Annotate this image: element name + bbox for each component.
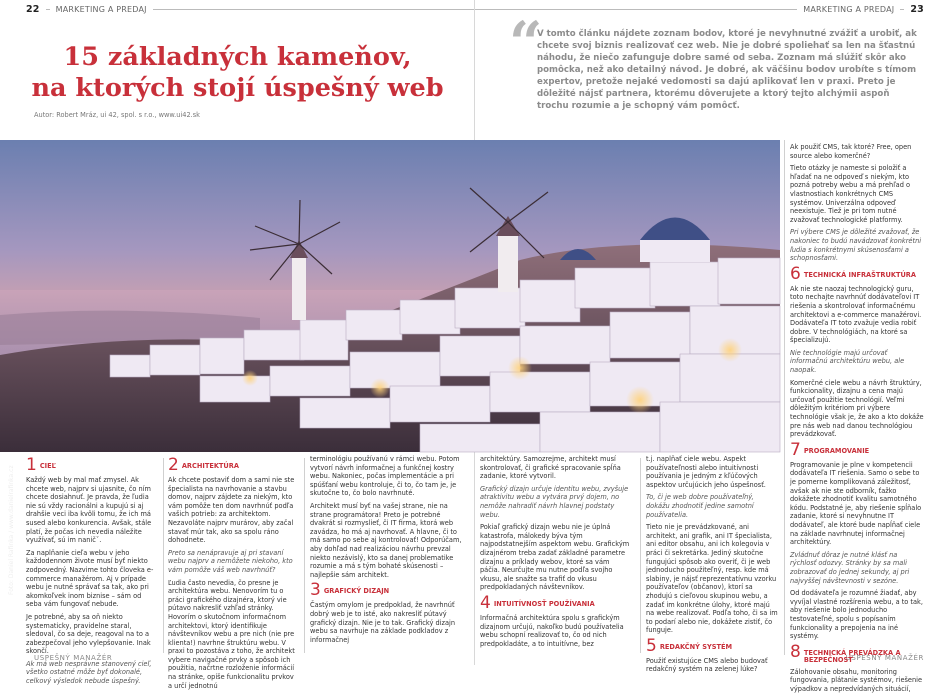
left-page-number: 22	[26, 3, 40, 15]
section-5-heading: 5 REDAKČNÝ SYSTÉM	[646, 635, 733, 656]
title-line-1: 15 základných kameňov,	[63, 42, 412, 72]
title-line-2: na ktorých stojí úspešný web	[31, 73, 444, 103]
left-section-label: MARKETING A PREDAJ	[55, 4, 147, 14]
right-page-number: 23	[910, 3, 924, 15]
right-section-label: MARKETING A PREDAJ	[803, 4, 895, 14]
left-footer: USPEŠNÝ MANAŽÉR	[34, 654, 113, 662]
left-page-header	[26, 0, 475, 18]
section-7-heading: 7 PROGRAMOVANIE	[790, 439, 870, 460]
column-2: 2 ARCHITEKTÚRA Ak chcete postaviť dom a sami nie ste špecialista na navrhovanie a stavbu domov, najprv zájdete za niekým, kto vám pomôže ten dom navrhnúť podľa vašich potrieb: za architektom. Nezavoláte najprv murárov, aby začal stavať múr tak, ako sa spolu ráno dohodnete. Preto sa nenápravuje aj pri stavaní webu najprv a nemôžete niekoho, kto vám pomôže váš web navrhnúť? Ľudia často nevedia, čo presne je architektúra webu. Nenovorím tu o práci grafického dizajnéra, ktorý vie pútavo nakresliť vzhľad stránky. Hovorím o skutočnom informačnom architektovi, ktorý identifikuje návštevníkov webu a pre nich (nie pre klienta!) navrhne štruktúru webu. V praxi to pozostáva z toho, že architekt vybere navigačné prvky a spôsob ich použitia, načrtne rozloženie informácií na stránke, opíše funkcionalitu prvkov a určí jednotnú	[168, 455, 298, 651]
pull-quote: V tomto článku nájdete zoznam bodov, ktoré je nevyhnutné zvážiť a urobiť, ak chcete svoj biznis realizovať cez web. Nie je dobré spoliehať sa len na šťastnú náhodu, že niečo zafunguje dobre samé od seba. Zoznam má slúžiť skôr ako pomôcka, než ako detailný návod. Je dobré, ak väčšinu bodov urobíte s tímom expertov, pretože nejaké vedomosti sa dajú aplikovať len v praxi. Preto je dôležité nájsť partnera, ktorému dôverujete a ktorý tejto alchýmii aspoň trochu rozumie a je schopný vám pomôcť.	[537, 29, 917, 111]
section-8-heading: 8 TECHNICKÁ PREVÁDZKA A BEZPEČNOSŤ	[790, 641, 901, 665]
santorini-illustration	[0, 140, 780, 452]
section-6-heading: 6 TECHNICKÁ INFRAŠTRUKTÚRA	[790, 263, 916, 284]
column-1: 1 CIEĽ Každý web by mal mať zmysel. Ak chcete web, najprv si ujasnite, čo ním chcete dosiahnuť. Je pravda, že ľudia nie sú vždy racionálni a kupujú si aj drahšie veci iba kvôli tomu, že ich má sused alebo konkurencia. Avšak, stále platí, že počas ich nevedia náležite využívať, sú im naničˇ. Za naplňanie cieľa webu v jeho každodennom živote musí byť niekto zodpovedný. Nazvime tohto človeka e-commerce manažérom. Aj v prípade webu je nutné správať sa tak, ako pri akomkoľvek inom biznise – sám od seba vám fungovať nebude. Je potrebné, aby sa oň niekto systematicky, pravidelne staral, sledoval, čo sa deje, reagoval na to a zabezpečoval jeho vylepšovanie. Inak skončí. Ak má web nesprávne stanovený cieľ, všetko ostatné môže byť dokonalé, celkový výsledok nebude úspešný.	[26, 455, 156, 651]
right-footer: USPEŠNÝ MANAŽÉR	[845, 654, 924, 662]
section-3-heading: 3 GRAFICKÝ DIZAJN	[310, 580, 390, 601]
section-2-heading: 2 ARCHITEKTÚRA	[168, 455, 239, 475]
photo-credit: Foto: Daniel Rafinka / www.danielrafinka.cz	[8, 465, 15, 595]
right-page-header	[475, 0, 950, 18]
column-3: terminológiu používanú v rámci webu. Potom vytvorí návrh informačnej a funkčnej kostry webu. Nakoniec, počas implementácie a pri spúšťaní webu kontroluje, či to, čo tam je, je skutočne to, čo bolo navrhnuté. Architekt musí byť na vašej strane, nie na strane programátora! Preto je potrebné dvakrát si rozmyslieť, či IT firma, ktorá web zavádza, ho má aj navrhovať. A hlavne, či to má samo po sebe aj kontrolovať! Odporúčam, aby dohľad nad realizáciou návrhu prevzal niekto nezávislý, kto sa danej problematike rozumie a má s tým bohaté skúsenosti – najlepšie sám architekt. 3 GRAFICKÝ DIZAJN Častým omylom je predpoklad, že navrhnúť dobrý web je to isté, ako nakresliť pútavý grafický dizajn. Nie je to tak. Grafický dizajn webu sa navrhuje na základe podkladov z informačnej	[310, 455, 465, 651]
column-5: t.j. naplňať ciele webu. Aspekt používateľnosti alebo intuitívnosti používania je jedným z kľúčových aspektov určujúcich jeho úspešnosť. To, či je web dobre používateľný, dokážu zhodnotiť jedine samotní používatelia. Tieto nie je prevádzkované, ani architekt, ani grafik, ani IT špecialista, ani editor obsahu, ani ich kolegovia v práci či sekretárka. Jediný skutočne fungujúci spôsob ako overiť, či je web jednoducho použiteľný, resp. kde má slabiny, je nájsť reprezentatívnu vzorku používateľov (občanov), ktorí sa zhodujú s cieľovou skupinou webu, a zadať im konkrétne úlohy, ktoré majú na webe realizovať. Podľa toho, či sa im to podarí alebo nie, dokážete zistiť, čo funguje. 5 REDAKČNÝ SYSTÉM Použiť existujúce CMS alebo budovať redakčný systém na zelenej lúke?	[646, 455, 778, 674]
author-line: Autor: Robert Mráz, ui 42, spol. s r.o., www.ui42.sk	[34, 111, 200, 119]
quote-mark-icon: “	[509, 9, 543, 77]
article-title	[0, 42, 475, 104]
column-6: Ak použiť CMS, tak ktoré? Free, open source alebo komerčné? Tieto otázky je nameste si položiť a hľadať na ne odpoveď s niekým, kto pozná potreby webu a má prehľad o vlastnostiach konkrétnych CMS systémov. Univerzálna odpoveď neexistuje. Tiež je pri tom nutné zvažovať technologické platformy. Pri výbere CMS je dôležité zvažovať, že nakoniec to budú navádzovať konkrétni ľudia s konkrétnymi skúsenosťami a schopnosťami. 6 TECHNICKÁ INFRAŠTRUKTÚRA Ak nie ste naozaj technologický guru, toto nechajte navrhnúť dodávateľovi IT riešenia a skontrolovať informačnému architektovi a e-commerce manažérovi. Dodávateľa IT toto zvažuje vedia robiť dobre. V technológiách, na ktoré sa špecializujú. Nie technológie majú určovať informačnú architektúru webu, ale naopak. Komerčné ciele webu a návrh štruktúry, funkcionality, dizajnu a cena majú určovať použitie technológií. Veľmi dôležitým kritériom pri výbere technológie však je, že ako a kto dokáže pre nás web nad danou technológiou prevádzkovať. 7 PROGRAMOVANIE Programovanie je plne v kompetencii dodávateľa IT riešenia. Samo o sebe to je pomerne komplikovaná záležitosť, avšak ak nie ste odborník, ťažko dokážete zhodnotiť kvalitu samotného kódu. Podstatné je, aby riešenie spĺňalo zadanie, ktoré si nevyhnutne IT dodávateľ, ale ktoré bude napĺňať ciele na základe navrhnutej informačnej architektúry. Zvládnuť dôraz je nutné klásť na rýchlosť odozvy. Stránky by sa mali zobrazovať do jednej sekundy, aj pri najvyššej návštevnosti v sezóne. Od dodávateľa je rozumné žiadať, aby vyvíjal vlastné rozšírenia webu, a to tak, aby riešenie bolo jednoducho testovateľné, spolu s popísaním funkcionality a prepojenia na iné systémy. 8 TECHNICKÁ PREVÁDZKA A BEZPEČNOSŤ Zálohovanie obsahu, monitoring fungovania, plátanie systémov, riešenie výpadkov a nepredvídaných situácií,	[790, 143, 924, 694]
section-1-heading: 1 CIEĽ	[26, 455, 56, 475]
section-4-heading: 4 INTUITÍVNOSŤ POUŽÍVANIA	[480, 592, 595, 613]
column-4: architektúry. Samozrejme, architekt musí skontrolovať, či grafické spracovanie spĺňa zadanie, ktoré vytvoril. Grafický dizajn určuje identitu webu, zvyšuje atraktivitu webu a vytvára prvý dojem, no nemôže nahradiť návrh hlavnej podstaty webu. Pokiaľ grafický dizajn webu nie je úplná katastrofa, málokedy býva tým najpodstatnejším aspektom webu. Grafickým dizajnérom treba zadať základné parametre dizajnu a príklady webov, ktoré sa vám páčia. Neurčujte mu nutne podľa svojho vkusu, ale snažte sa trafiť do vkusu predpokladaných návštevníkov. 4 INTUITÍVNOSŤ POUŽÍVANIA Informačná architektúra spolu s grafickým dizajnom určujú, nakoľko budú používatelia webu schopní realizovať to, čo od nich predpokladáte, a to intuitívne, bez	[480, 455, 630, 648]
